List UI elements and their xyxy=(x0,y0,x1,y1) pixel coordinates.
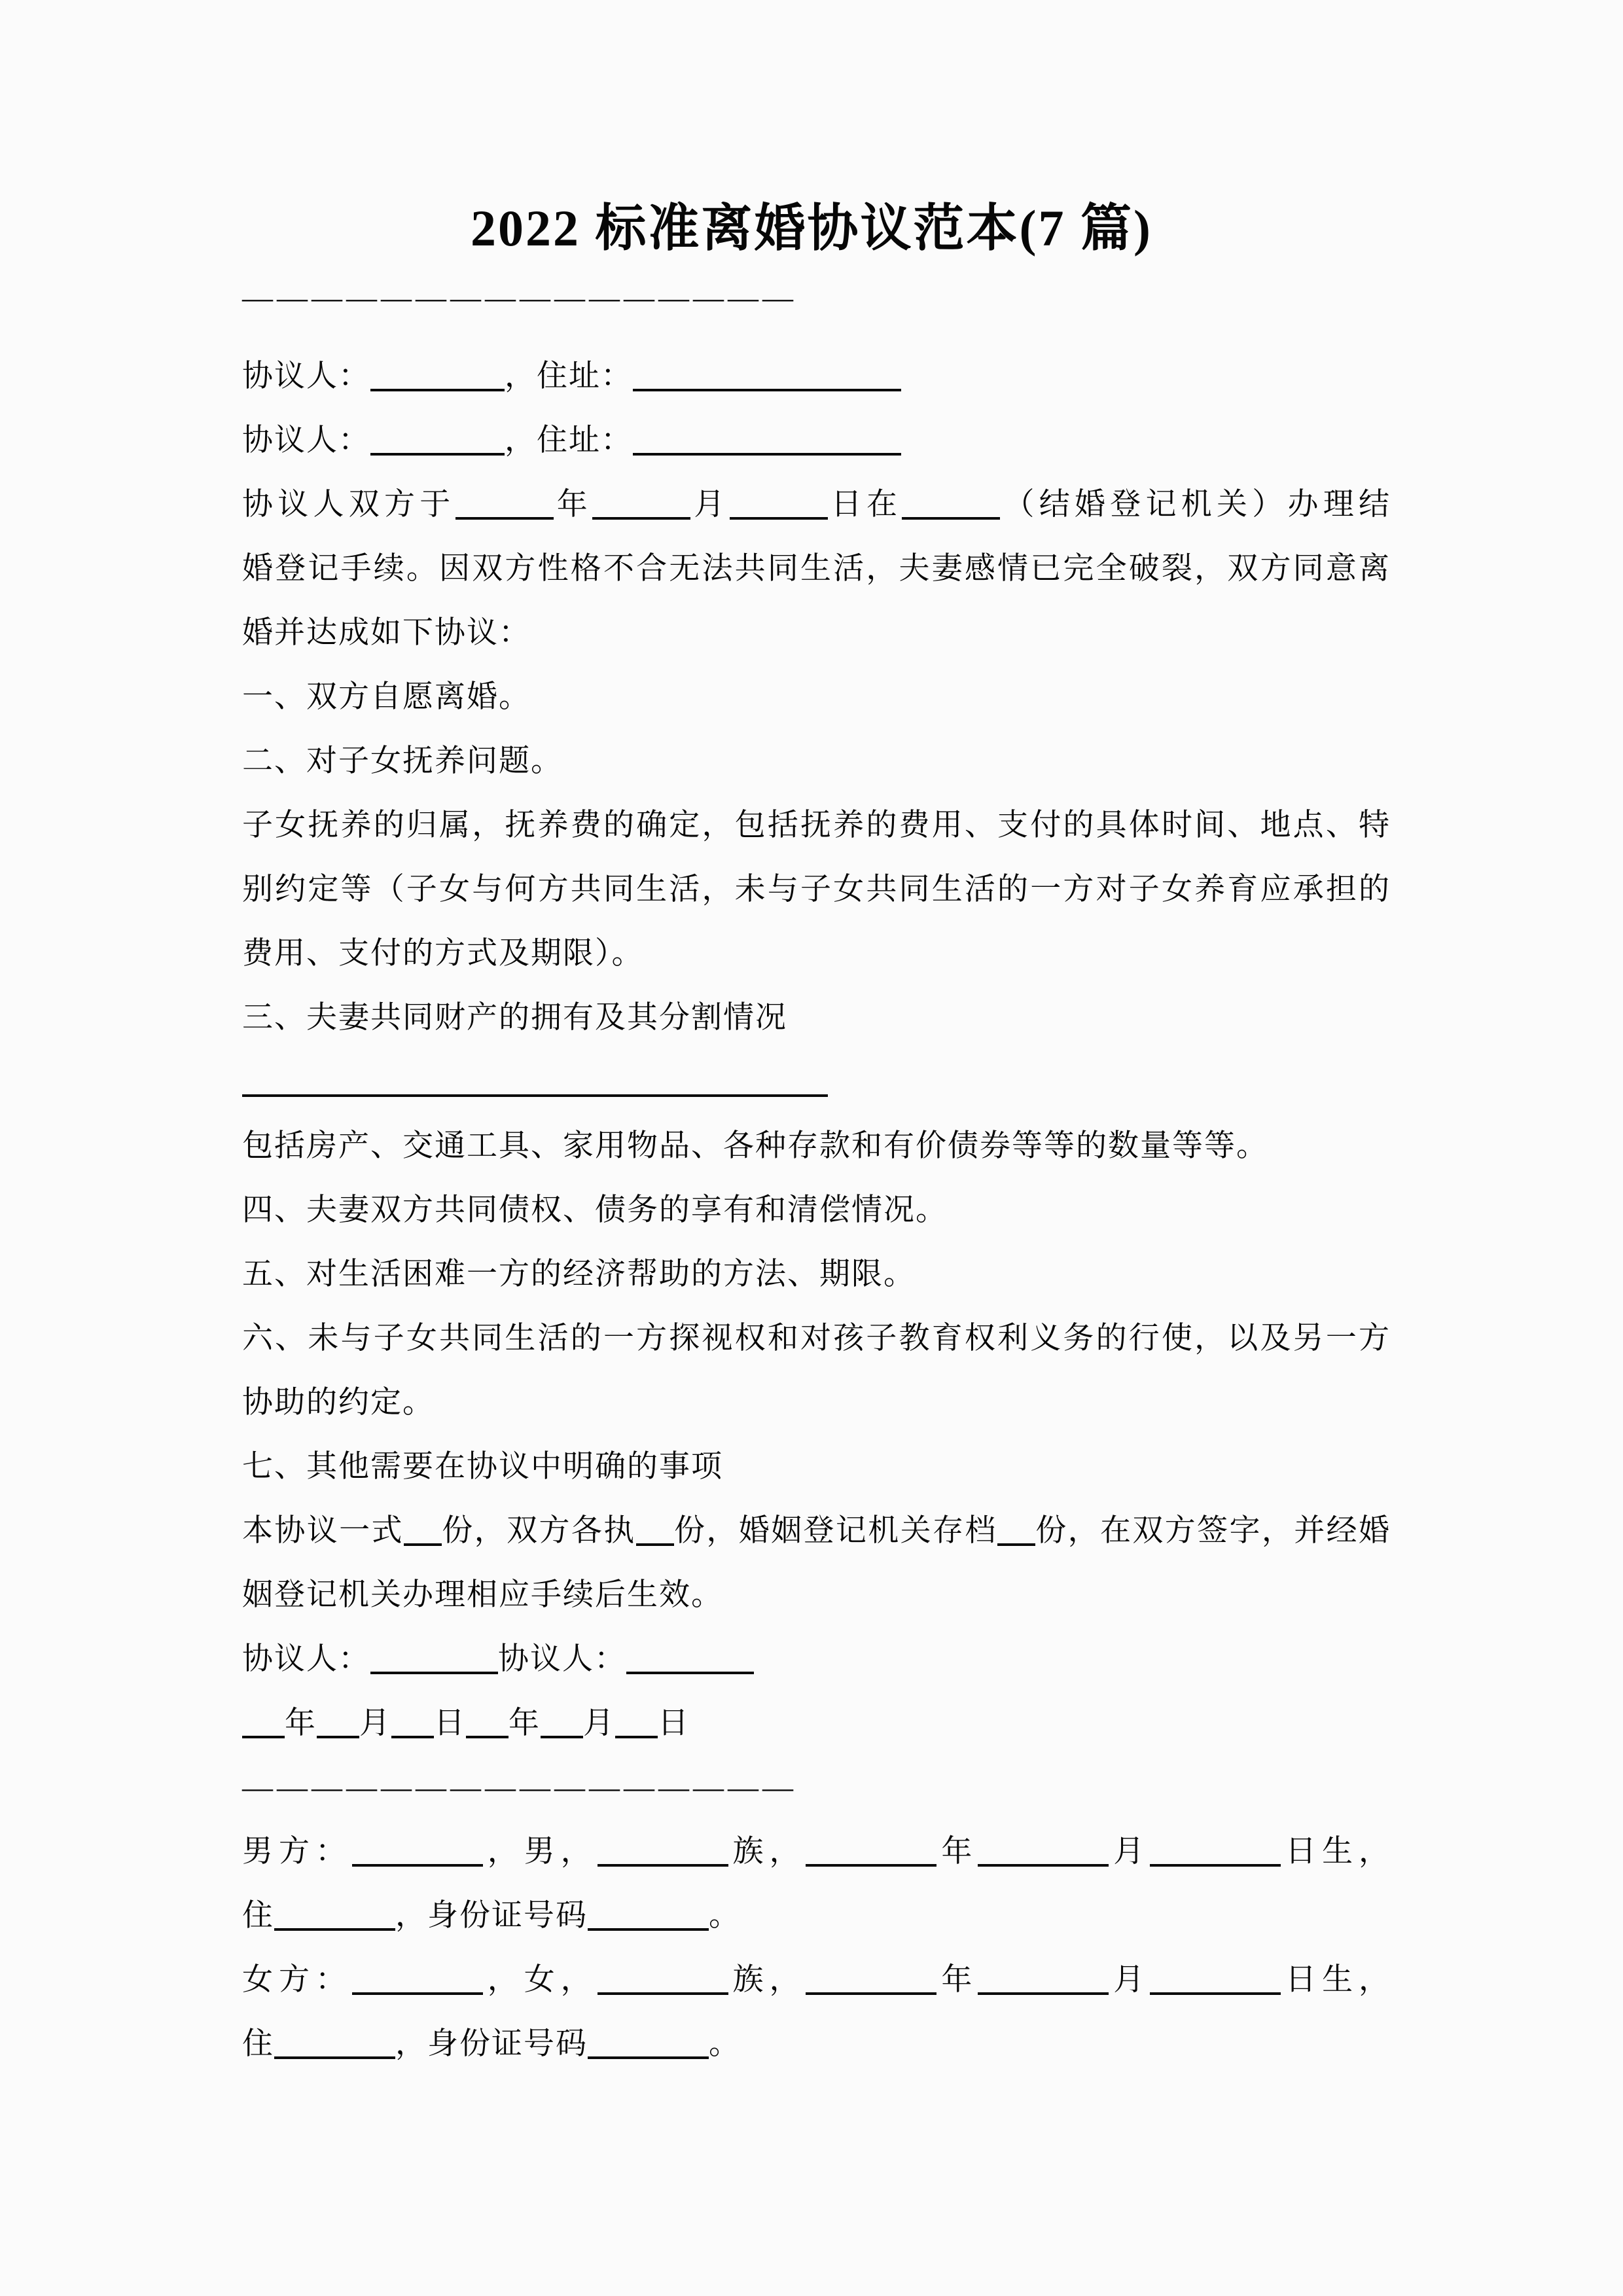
blank-underline xyxy=(1150,1859,1281,1867)
blank-underline xyxy=(636,1538,674,1546)
line-item-4: 四、夫妻双方共同债权、债务的享有和清偿情况。 xyxy=(242,1193,948,1227)
blank-underline xyxy=(370,448,505,456)
line-registration-2: 婚登记手续。因双方性格不合无法共同生活，夫妻感情已完全破裂，双方同意离 xyxy=(242,552,1391,586)
line-item-1: 一、双方自愿离婚。 xyxy=(242,680,531,714)
party-label: 协议人： xyxy=(242,359,370,393)
line-registration-3: 婚并达成如下协议： xyxy=(242,616,531,650)
day-label: 日 xyxy=(658,1706,690,1740)
born-day-label: 日生， xyxy=(1281,1963,1391,1997)
blank-underline xyxy=(1150,1987,1281,1995)
address-label: 住址： xyxy=(537,423,633,457)
full-stop-run: 。 xyxy=(709,2027,741,2061)
line-separator-top: ———————————————— xyxy=(242,281,797,315)
blank-underline xyxy=(455,512,554,520)
blank-underline xyxy=(806,1987,936,1995)
month-label: 月 xyxy=(583,1706,615,1740)
text-run: 份，在双方签字，并经婚 xyxy=(1035,1514,1391,1548)
blank-underline xyxy=(978,1987,1109,1995)
line-item-6a: 六、未与子女共同生活的一方探视权和对孩子教育权利义务的行使，以及另一方 xyxy=(242,1321,1391,1355)
line-copies-1 xyxy=(242,1499,1391,1563)
line-female-residence xyxy=(242,2012,1391,2076)
blank-underline xyxy=(274,1923,395,1931)
day-at-label: 日在 xyxy=(827,488,902,522)
blank-underline xyxy=(370,384,505,391)
blank-underline xyxy=(317,1731,359,1738)
line-fill-underline xyxy=(242,1050,1391,1114)
month-label: 月 xyxy=(359,1706,391,1740)
year-label: 年 xyxy=(285,1706,317,1740)
line-signature xyxy=(242,1627,1391,1691)
address-label: 住址： xyxy=(537,359,633,393)
blank-underline xyxy=(615,1731,658,1738)
blank-underline xyxy=(633,448,901,456)
line-separator-bottom: ———————————————— xyxy=(242,1770,797,1804)
blank-underline xyxy=(404,1538,442,1546)
blank-underline xyxy=(541,1731,583,1738)
document-body xyxy=(242,266,1391,2076)
line-party-2 xyxy=(242,408,1391,473)
blank-underline xyxy=(242,1089,828,1097)
blank-underline xyxy=(588,2051,709,2059)
line-item-5: 五、对生活困难一方的经济帮助的方法、期限。 xyxy=(242,1257,916,1291)
line-custody-3: 费用、支付的方式及期限）。 xyxy=(242,937,644,971)
blank-underline xyxy=(730,512,828,520)
line-item-6b: 协助的约定。 xyxy=(242,1386,435,1420)
text-run: 协议人双方于 xyxy=(242,488,455,522)
text-run: ，男， xyxy=(482,1835,597,1869)
line-custody-1: 子女抚养的归属，抚养费的确定，包括抚养的费用、支付的具体时间、地点、特 xyxy=(242,808,1391,842)
blank-underline xyxy=(391,1731,434,1738)
id-number-label: ，身份证号码 xyxy=(395,2027,588,2061)
year-label: 年 xyxy=(553,488,592,522)
line-item-2: 二、对子女抚养问题。 xyxy=(242,744,563,778)
blank-underline xyxy=(633,384,901,391)
line-property-scope: 包括房产、交通工具、家用物品、各种存款和有价债券等等的数量等等。 xyxy=(242,1129,1268,1163)
line-registration-1 xyxy=(242,473,1391,537)
blank-underline xyxy=(588,1923,709,1931)
line-male-info xyxy=(242,1820,1391,1884)
line-male-residence xyxy=(242,1884,1391,1948)
blank-underline xyxy=(274,2051,395,2059)
ethnic-label: 族， xyxy=(728,1835,806,1869)
live-label: 住 xyxy=(242,2027,274,2061)
text-run: 份，双方各执 xyxy=(441,1514,636,1548)
blank-underline xyxy=(626,1666,754,1674)
line-item-3: 三、夫妻共同财产的拥有及其分割情况 xyxy=(242,1001,787,1035)
blank-underline xyxy=(597,1859,728,1867)
page-title: 2022 标准离婚协议范本(7 篇) xyxy=(471,200,1152,257)
day-label: 日 xyxy=(434,1706,466,1740)
text-run: ，女， xyxy=(482,1963,597,1997)
month-label: 月 xyxy=(1109,1835,1150,1869)
party-label: 协议人： xyxy=(242,423,370,457)
month-label: 月 xyxy=(1109,1963,1150,1997)
blank-underline xyxy=(466,1731,508,1738)
year-label: 年 xyxy=(936,1835,978,1869)
blank-underline xyxy=(902,512,1000,520)
party-label: 协议人： xyxy=(242,1642,370,1676)
full-stop-run: 。 xyxy=(709,1899,741,1933)
blank-underline xyxy=(597,1987,728,1995)
blank-underline xyxy=(806,1859,936,1867)
line-copies-2: 姻登记机关办理相应手续后生效。 xyxy=(242,1578,723,1612)
blank-underline xyxy=(352,1987,483,1995)
live-label: 住 xyxy=(242,1899,274,1933)
born-day-label: 日生， xyxy=(1281,1835,1391,1869)
text-run: （结婚登记机关）办理结 xyxy=(1000,488,1391,522)
line-female-info xyxy=(242,1948,1391,2012)
blank-underline xyxy=(592,512,690,520)
text-run: 本协议一式 xyxy=(242,1514,404,1548)
month-label: 月 xyxy=(690,488,730,522)
id-number-label: ，身份证号码 xyxy=(395,1899,588,1933)
party-label: 协议人： xyxy=(498,1642,626,1676)
line-signature-date xyxy=(242,1691,1391,1755)
comma-run: ， xyxy=(505,423,537,457)
blank-underline xyxy=(352,1859,483,1867)
year-label: 年 xyxy=(508,1706,541,1740)
line-party-1 xyxy=(242,344,1391,408)
male-label: 男方： xyxy=(242,1835,352,1869)
year-label: 年 xyxy=(936,1963,978,1997)
blank-underline xyxy=(370,1666,498,1674)
line-custody-2: 别约定等（子女与何方共同生活，未与子女共同生活的一方对子女养育应承担的 xyxy=(242,872,1391,906)
female-label: 女方： xyxy=(242,1963,352,1997)
line-item-7: 七、其他需要在协议中明确的事项 xyxy=(242,1450,723,1484)
blank-underline xyxy=(242,1731,285,1738)
blank-underline xyxy=(997,1538,1035,1546)
blank-underline xyxy=(978,1859,1109,1867)
ethnic-label: 族， xyxy=(728,1963,806,1997)
comma-run: ， xyxy=(505,359,537,393)
text-run: 份，婚姻登记机关存档 xyxy=(673,1514,997,1548)
